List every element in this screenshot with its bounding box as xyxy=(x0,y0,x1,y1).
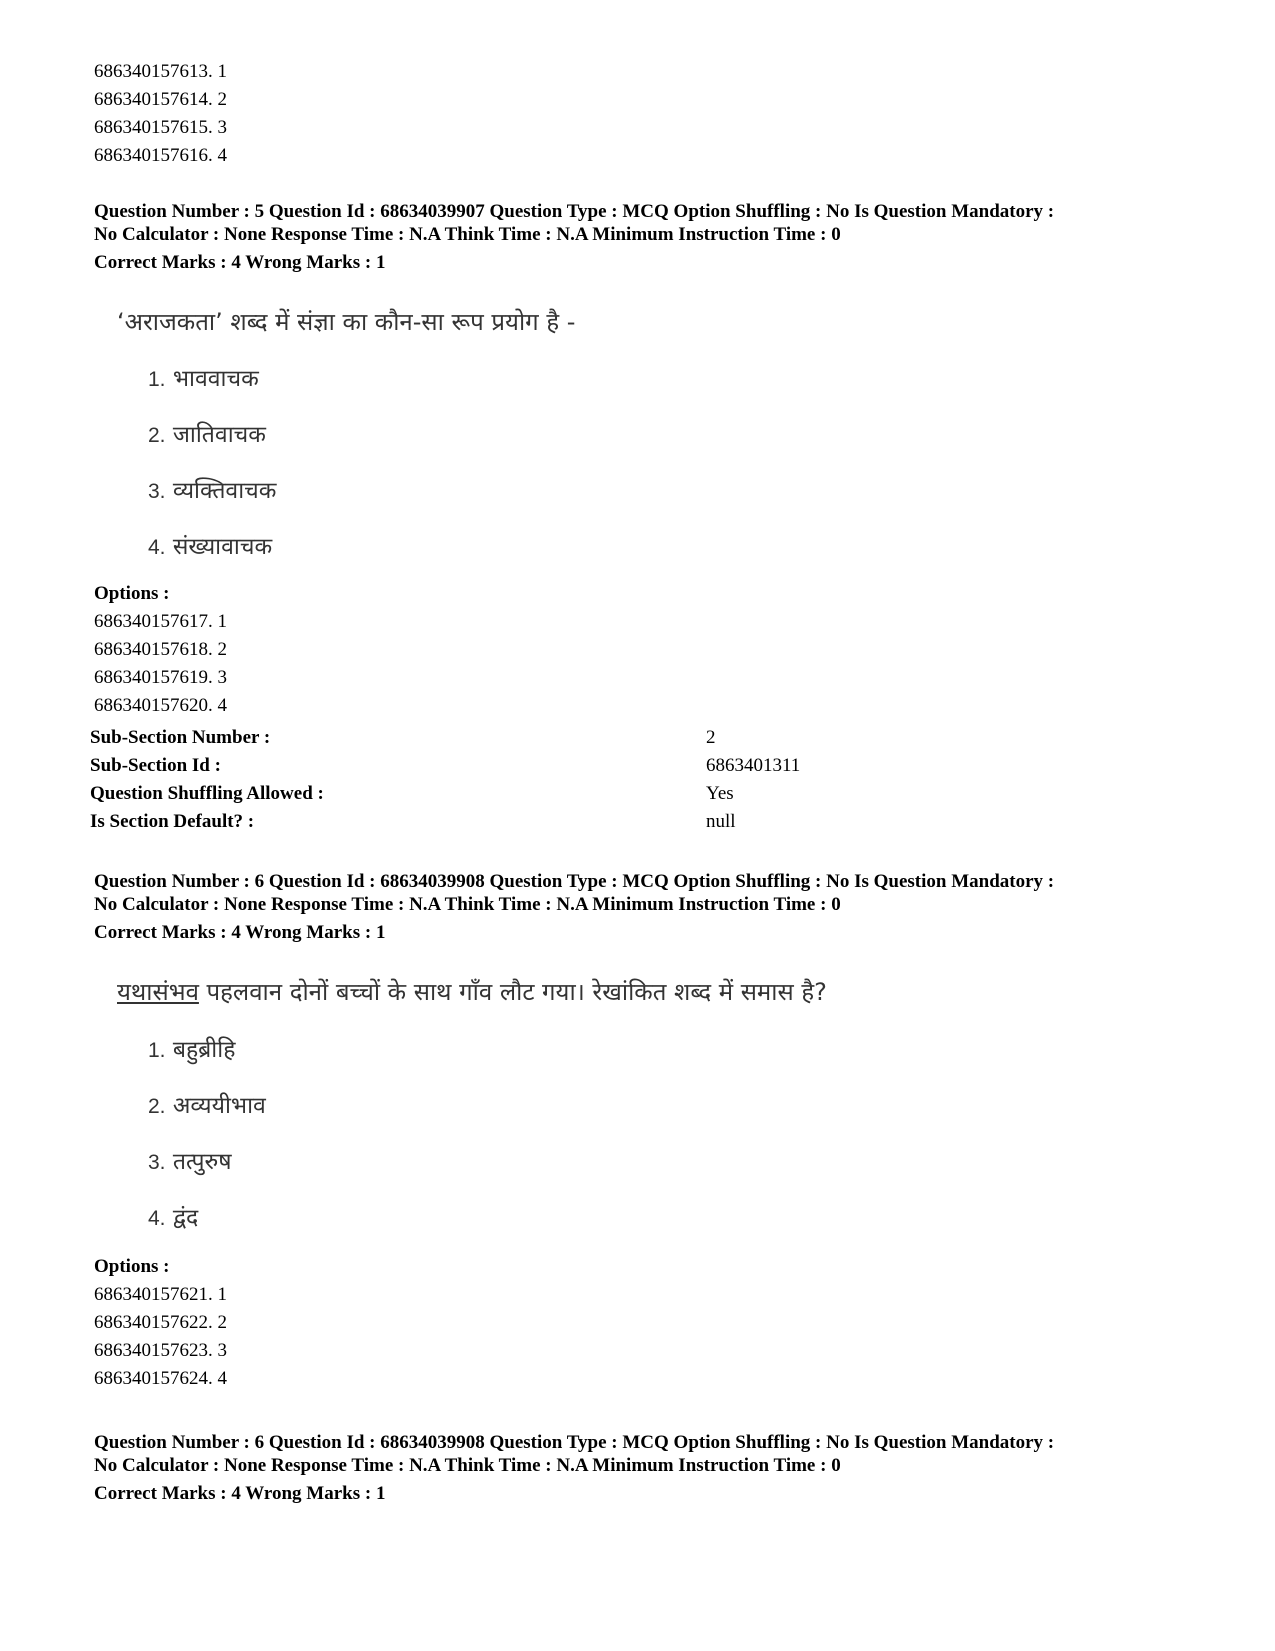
choice-item xyxy=(148,361,259,393)
option-line: 686340157622. 2 xyxy=(94,1312,227,1333)
option-line: 686340157613. 1 xyxy=(94,61,227,82)
choice-item xyxy=(148,1032,235,1064)
choice-text: जातिवाचक xyxy=(172,422,266,448)
option-line: 686340157618. 2 xyxy=(94,639,227,660)
question-marks: Correct Marks : 4 Wrong Marks : 1 xyxy=(94,1483,386,1504)
option-line: 686340157620. 4 xyxy=(94,695,227,716)
choice-item xyxy=(148,1144,232,1176)
option-line: 686340157624. 4 xyxy=(94,1368,227,1389)
choice-text: द्वंद xyxy=(172,1205,199,1231)
choice-text: भाववाचक xyxy=(172,366,259,392)
choice-number: 2. xyxy=(148,1095,166,1118)
underlined-word: यथासंभव xyxy=(117,978,199,1006)
subsection-label: Sub-Section Id : xyxy=(90,755,221,776)
choice-text: तत्पुरुष xyxy=(172,1149,232,1175)
subsection-label: Question Shuffling Allowed : xyxy=(90,783,324,804)
choice-item xyxy=(148,417,266,449)
subsection-label: Sub-Section Number : xyxy=(90,727,271,748)
question-header: No Calculator : None Response Time : N.A Think Time : N.A Minimum Instruction Time : 0 xyxy=(94,224,841,245)
option-line: 686340157616. 4 xyxy=(94,145,227,166)
choice-number: 3. xyxy=(148,1151,166,1174)
option-line: 686340157623. 3 xyxy=(94,1340,227,1361)
question-marks: Correct Marks : 4 Wrong Marks : 1 xyxy=(94,922,386,943)
choice-number: 1. xyxy=(148,368,166,391)
options-label: Options : xyxy=(94,583,170,604)
question-header: Question Number : 5 Question Id : 68634039907 Question Type : MCQ Option Shuffling : No Is Question Mandatory : xyxy=(94,201,1055,222)
option-line: 686340157615. 3 xyxy=(94,117,227,138)
option-line: 686340157619. 3 xyxy=(94,667,227,688)
subsection-label: Is Section Default? : xyxy=(90,811,255,832)
options-label: Options : xyxy=(94,1256,170,1277)
choice-number: 3. xyxy=(148,480,166,503)
choice-item xyxy=(148,1088,266,1120)
choice-number: 4. xyxy=(148,536,166,559)
subsection-value: null xyxy=(706,811,736,832)
choice-number: 4. xyxy=(148,1207,166,1230)
option-line: 686340157621. 1 xyxy=(94,1284,227,1305)
choice-text: बहुब्रीहि xyxy=(172,1037,236,1063)
subsection-value: Yes xyxy=(706,783,734,804)
subsection-value: 2 xyxy=(706,727,716,748)
subsection-value: 6863401311 xyxy=(706,755,801,776)
choice-text: अव्ययीभाव xyxy=(172,1093,266,1119)
option-line: 686340157614. 2 xyxy=(94,89,227,110)
choice-text: व्यक्तिवाचक xyxy=(172,478,277,504)
choice-item xyxy=(148,529,272,561)
choice-number: 2. xyxy=(148,424,166,447)
question-text-rest: पहलवान दोनों बच्चों के साथ गाँव लौट गया। रेखांकित शब्द में समास है? xyxy=(198,978,827,1006)
choice-text: संख्यावाचक xyxy=(172,534,273,560)
question-header: Question Number : 6 Question Id : 68634039908 Question Type : MCQ Option Shuffling : No Is Question Mandatory : xyxy=(94,871,1055,892)
choice-item xyxy=(148,473,276,505)
question-text: ‘अराजकता’ शब्द में संज्ञा का कौन-सा रूप प्रयोग है - xyxy=(117,308,576,336)
question-text xyxy=(117,975,827,1008)
choice-item xyxy=(148,1200,198,1232)
question-header: Question Number : 6 Question Id : 68634039908 Question Type : MCQ Option Shuffling : No Is Question Mandatory : xyxy=(94,1432,1055,1453)
option-line: 686340157617. 1 xyxy=(94,611,227,632)
question-marks: Correct Marks : 4 Wrong Marks : 1 xyxy=(94,252,386,273)
question-header: No Calculator : None Response Time : N.A Think Time : N.A Minimum Instruction Time : 0 xyxy=(94,1455,841,1476)
question-header: No Calculator : None Response Time : N.A Think Time : N.A Minimum Instruction Time : 0 xyxy=(94,894,841,915)
choice-number: 1. xyxy=(148,1039,166,1062)
